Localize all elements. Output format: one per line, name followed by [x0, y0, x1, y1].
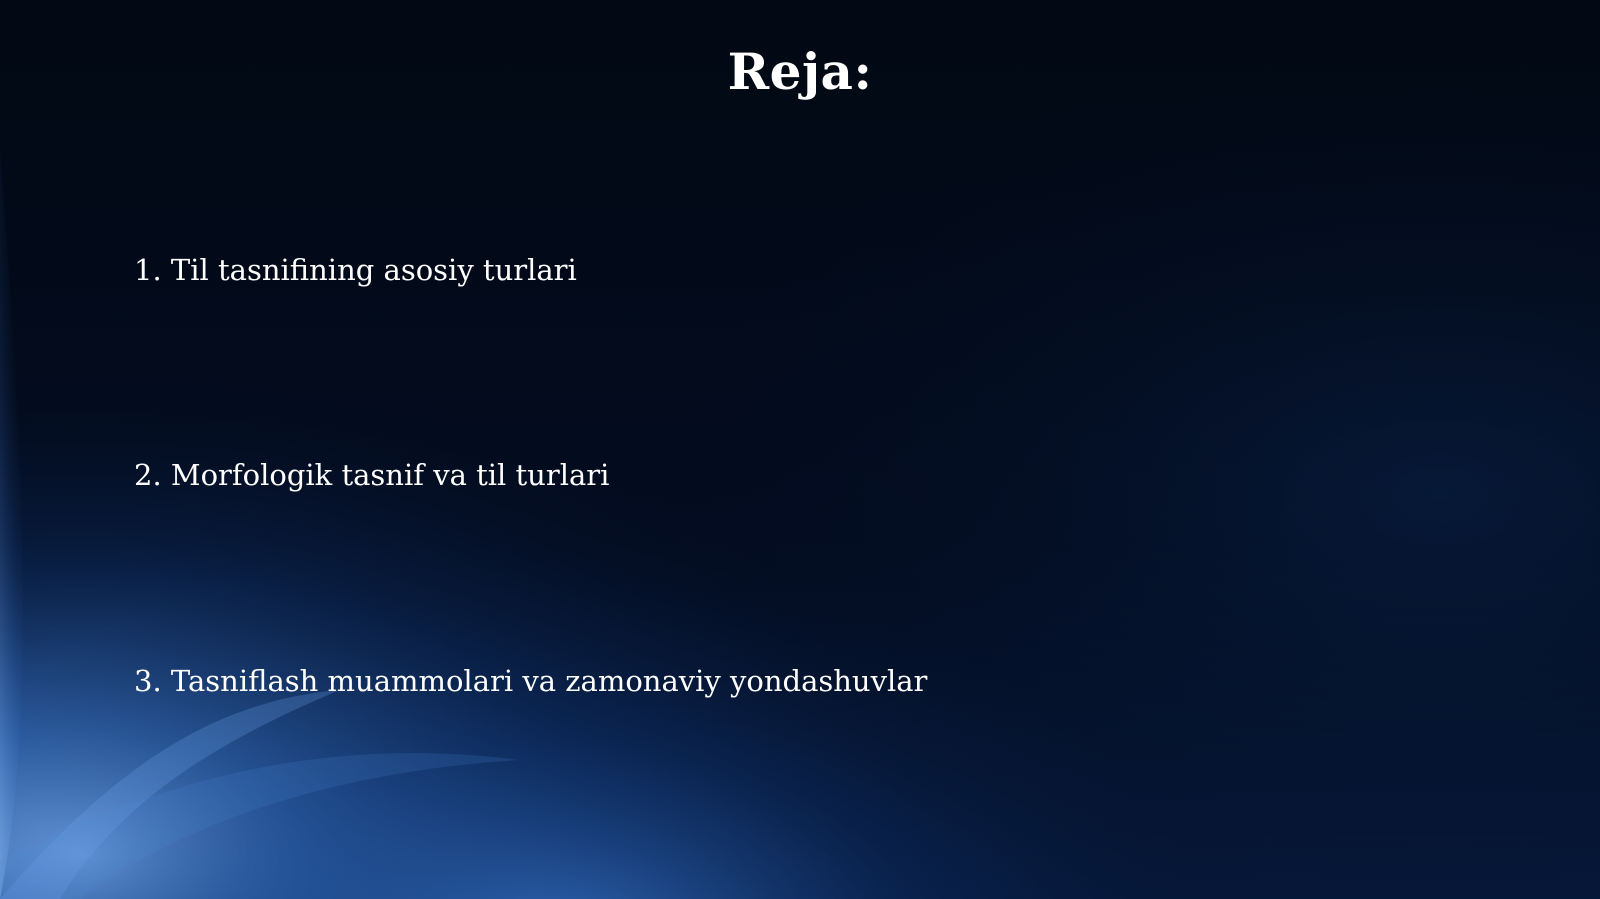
slide-title: Reja: [727, 42, 873, 101]
plan-item-1: 1. Til tasnifining asosiy turlari [134, 253, 577, 287]
plan-item-2: 2. Morfologik tasnif va til turlari [134, 458, 610, 492]
plan-item-3: 3. Tasniflash muammolari va zamonaviy yondashuvlar [134, 664, 928, 698]
